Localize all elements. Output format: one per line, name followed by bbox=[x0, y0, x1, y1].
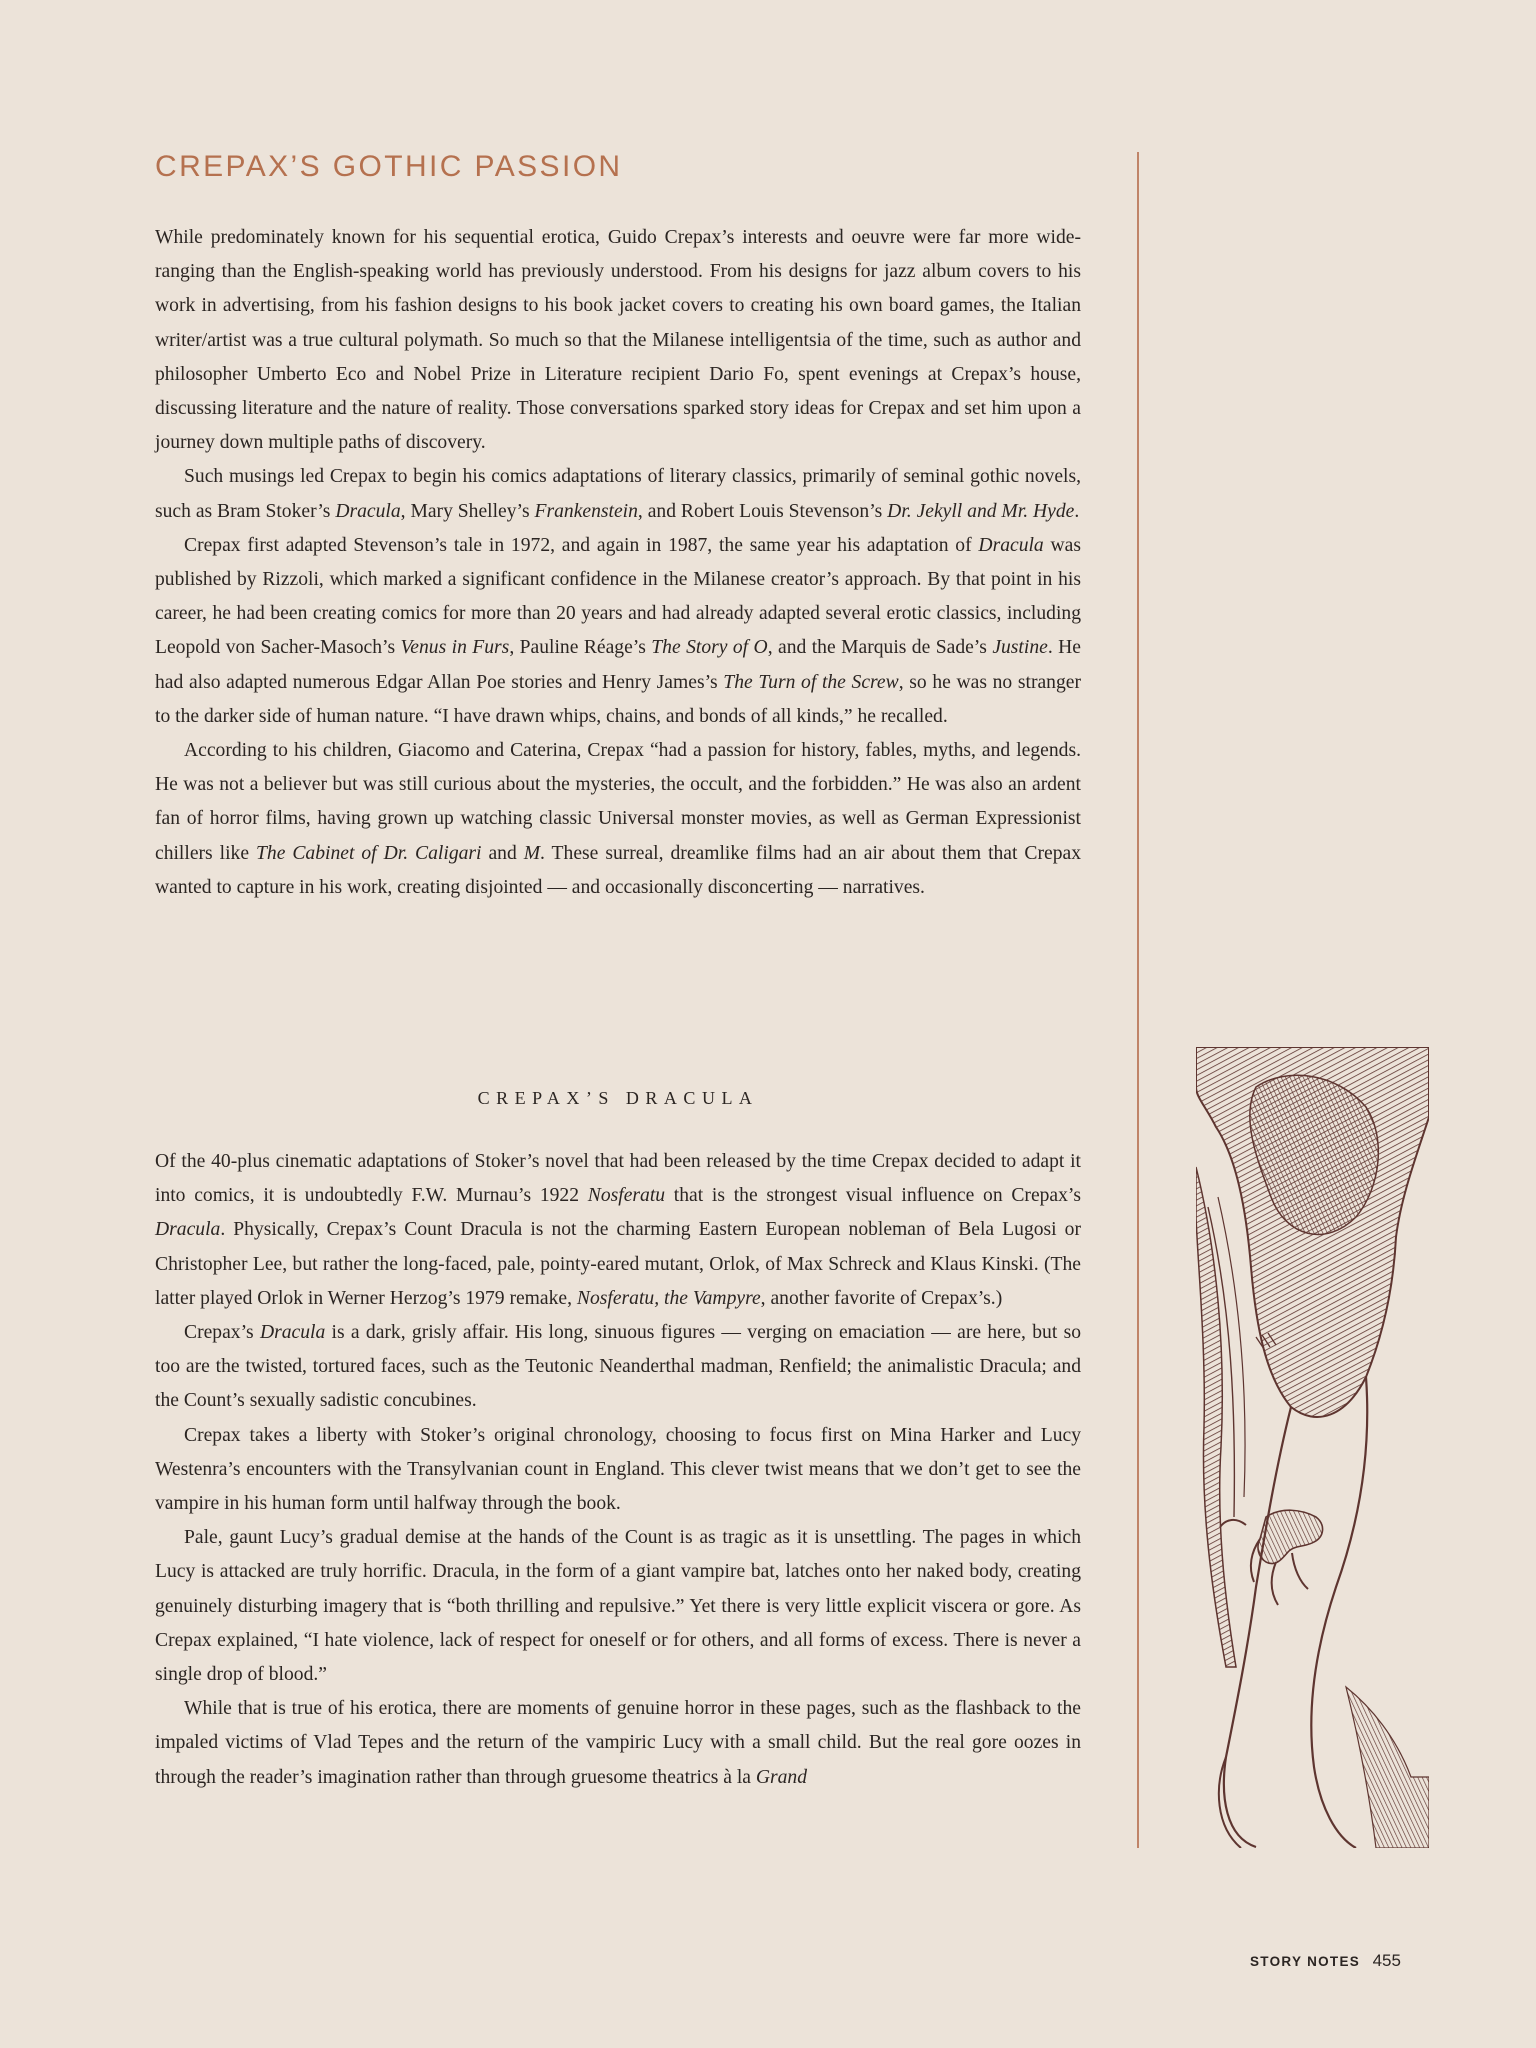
section-dracula-body bbox=[155, 1145, 1081, 1795]
body-paragraph: Crepax’s Dracula is a dark, grisly affair. His long, sinuous figures — verging on emaciation — are here, but so too are the twisted, tortured faces, such as the Teutonic Neanderthal madman, Renfield; the animalistic Dracula; and the Count’s sexually sadistic concubines. bbox=[155, 1322, 1081, 1412]
page-footer bbox=[1250, 1950, 1401, 1971]
body-paragraph: While that is true of his erotica, there are moments of genuine horror in these pages, such as the flashback to the impaled victims of Vlad Tepes and the return of the vampiric Lucy with a small child. But the real gore oozes in through the reader’s imagination rather than through gruesome theatrics à la Grand bbox=[155, 1698, 1081, 1788]
body-paragraph: Crepax first adapted Stevenson’s tale in 1972, and again in 1987, the same year his adaptation of Dracula was published by Rizzoli, which marked a significant confidence in the Milanese creator’s approach. By that point in his career, he had been creating comics for more than 20 years and had already adapted several erotic classics, including Leopold von Sacher-Masoch’s Venus in Furs, Pauline Réage’s The Story of O, and the Marquis de Sade’s Justine. He had also adapted numerous Edgar Allan Poe stories and Henry James’s The Turn of the Screw, so he was no stranger to the darker side of human nature. “I have drawn whips, chains, and bonds of all kinds,” he recalled. bbox=[155, 534, 1081, 727]
body-paragraph: Of the 40-plus cinematic adaptations of Stoker’s novel that had been released by the time Crepax decided to adapt it into comics, it is undoubtedly F.W. Murnau’s 1922 Nosferatu that is the strongest visual influence on Crepax’s Dracula. Physically, Crepax’s Count Dracula is not the charming Eastern European nobleman of Bela Lugosi or Christopher Lee, but rather the long-faced, pale, pointy-eared mutant, Orlok, of Max Schreck and Klaus Kinski. (The latter played Orlok in Werner Herzog’s 1979 remake, Nosferatu, the Vampyre, another favorite of Crepax’s.) bbox=[155, 1151, 1081, 1309]
body-paragraph: Such musings led Crepax to begin his comics adaptations of literary classics, primarily of seminal gothic novels, such as Bram Stoker’s Dracula, Mary Shelley’s Frankenstein, and Robert Louis Stevenson’s Dr. Jekyll and Mr. Hyde. bbox=[155, 466, 1081, 522]
section-subheading: CREPAX’S DRACULA bbox=[477, 1088, 759, 1108]
dracula-illustration bbox=[1196, 1047, 1429, 1848]
page-heading: CREPAX’S GOTHIC PASSION bbox=[155, 150, 623, 183]
section-gothic-passion-body bbox=[155, 221, 1081, 905]
body-paragraph: Crepax takes a liberty with Stoker’s original chronology, choosing to focus first on Mina Harker and Lucy Westenra’s encounters with the Transylvanian count in England. This clever twist means that we don’t get to see the vampire in his human form until halfway through the book. bbox=[155, 1424, 1081, 1515]
footer-section-label: STORY NOTES bbox=[1250, 1954, 1361, 1969]
page-number: 455 bbox=[1372, 1951, 1401, 1970]
body-paragraph: Pale, gaunt Lucy’s gradual demise at the hands of the Count is as tragic as it is unsettling. The pages in which Lucy is attacked are truly horrific. Dracula, in the form of a giant vampire bat, latches onto her naked body, creating genuinely disturbing imagery that is “both thrilling and repulsive.” Yet there is very little explicit viscera or gore. As Crepax explained, “I hate violence, lack of respect for oneself or for others, and all forms of excess. There is never a single drop of blood.” bbox=[155, 1527, 1081, 1686]
body-paragraph: According to his children, Giacomo and Caterina, Crepax “had a passion for history, fables, myths, and legends. He was not a believer but was still curious about the mysteries, the occult, and the forbidden.” He was also an ardent fan of horror films, having grown up watching classic Universal monster movies, as well as German Expressionist chillers like The Cabinet of Dr. Caligari and M. These surreal, dreamlike films had an air about them that Crepax wanted to capture in his work, creating disjointed — and occasionally disconcerting — narratives. bbox=[155, 740, 1081, 898]
vertical-divider bbox=[1137, 152, 1139, 1848]
body-paragraph: While predominately known for his sequential erotica, Guido Crepax’s interests and oeuvre were far more wide-ranging than the English-speaking world has previously understood. From his designs for jazz album covers to his work in advertising, from his fashion designs to his book jacket covers to creating his own board games, the Italian writer/artist was a true cultural polymath. So much so that the Milanese intelligentsia of the time, such as author and philosopher Umberto Eco and Nobel Prize in Literature recipient Dario Fo, spent evenings at Crepax’s house, discussing literature and the nature of reality. Those conversations sparked story ideas for Crepax and set him upon a journey down multiple paths of discovery. bbox=[155, 227, 1081, 454]
